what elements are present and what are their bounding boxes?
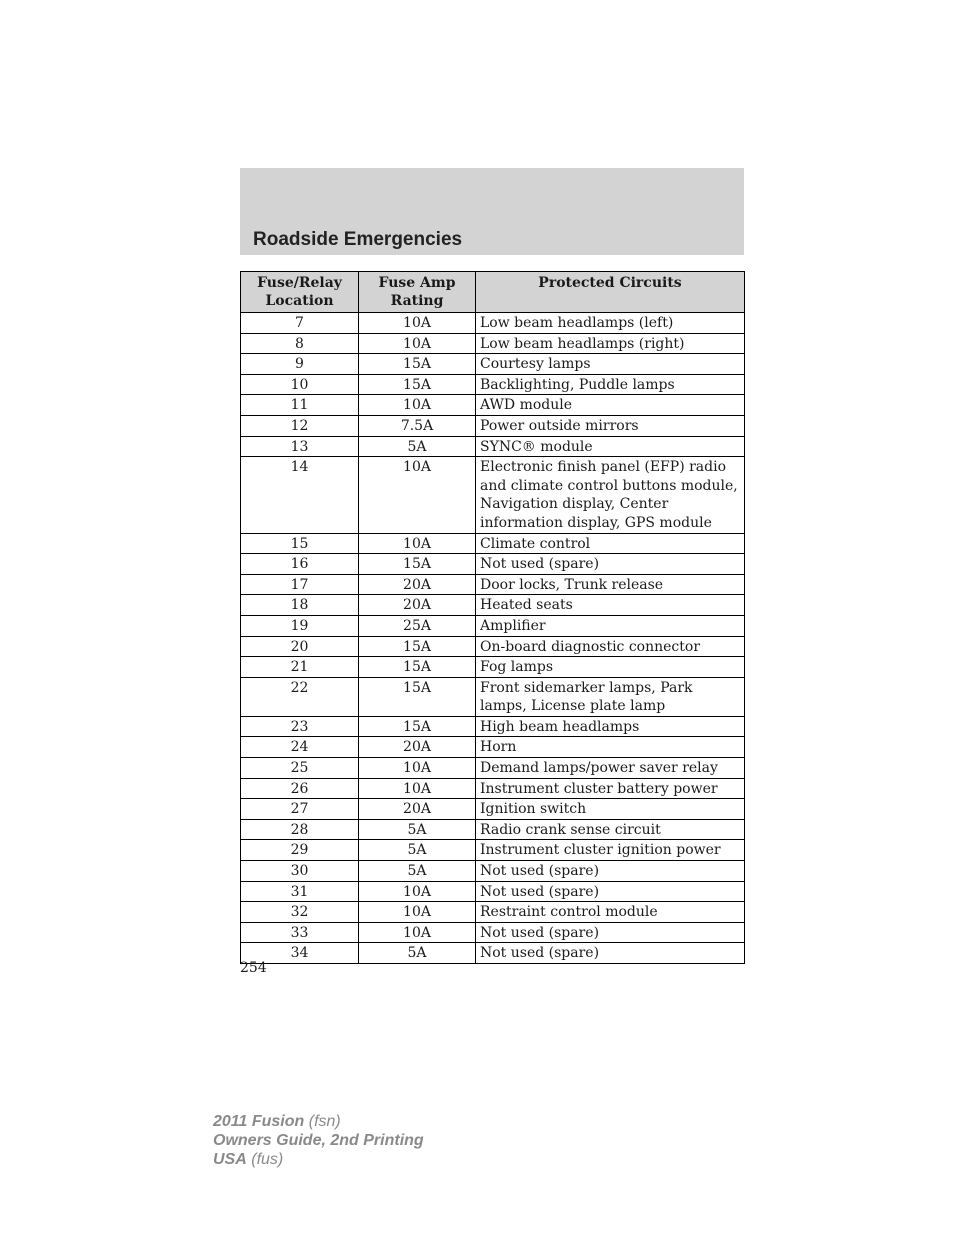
cell-rating: 10A — [359, 881, 476, 902]
header-circuits-label: Protected Circuits — [538, 275, 682, 291]
cell-rating: 10A — [359, 457, 476, 533]
cell-location: 18 — [241, 595, 359, 616]
cell-circuits: Instrument cluster battery power — [476, 778, 745, 799]
cell-circuits: Not used (spare) — [476, 943, 745, 964]
cell-rating: 5A — [359, 819, 476, 840]
cell-location: 25 — [241, 758, 359, 779]
table-row — [241, 677, 745, 716]
cell-rating: 10A — [359, 778, 476, 799]
table-row — [241, 595, 745, 616]
cell-location: 30 — [241, 861, 359, 882]
footer-model-code: (fsn) — [308, 1113, 341, 1130]
cell-rating: 10A — [359, 758, 476, 779]
table-row — [241, 881, 745, 902]
cell-circuits: Power outside mirrors — [476, 415, 745, 436]
cell-rating: 15A — [359, 657, 476, 678]
table-header-row — [241, 272, 745, 313]
cell-circuits: Amplifier — [476, 615, 745, 636]
cell-location: 31 — [241, 881, 359, 902]
table-row — [241, 922, 745, 943]
section-title: Roadside Emergencies — [253, 229, 463, 250]
table-row — [241, 574, 745, 595]
cell-location: 27 — [241, 799, 359, 820]
cell-circuits: Horn — [476, 737, 745, 758]
cell-circuits: Not used (spare) — [476, 554, 745, 575]
cell-circuits: Fog lamps — [476, 657, 745, 678]
table-row — [241, 778, 745, 799]
cell-circuits: AWD module — [476, 395, 745, 416]
cell-circuits: Not used (spare) — [476, 922, 745, 943]
cell-rating: 5A — [359, 943, 476, 964]
cell-circuits: High beam headlamps — [476, 716, 745, 737]
cell-rating: 10A — [359, 395, 476, 416]
table-row — [241, 819, 745, 840]
table-row — [241, 415, 745, 436]
cell-rating: 20A — [359, 574, 476, 595]
cell-rating: 15A — [359, 677, 476, 716]
cell-rating: 15A — [359, 354, 476, 375]
header-rating — [359, 272, 476, 313]
table-row — [241, 636, 745, 657]
cell-rating: 15A — [359, 636, 476, 657]
cell-rating: 5A — [359, 840, 476, 861]
fuse-table — [240, 271, 745, 964]
cell-location: 34 — [241, 943, 359, 964]
table-row — [241, 533, 745, 554]
cell-circuits: Backlighting, Puddle lamps — [476, 374, 745, 395]
cell-circuits: Demand lamps/power saver relay — [476, 758, 745, 779]
cell-circuits: Radio crank sense circuit — [476, 819, 745, 840]
footer-line-3 — [213, 1150, 424, 1169]
cell-location: 24 — [241, 737, 359, 758]
cell-circuits: Door locks, Trunk release — [476, 574, 745, 595]
table-row — [241, 354, 745, 375]
cell-rating: 10A — [359, 922, 476, 943]
cell-location: 15 — [241, 533, 359, 554]
cell-location: 23 — [241, 716, 359, 737]
table-row — [241, 554, 745, 575]
table-row — [241, 840, 745, 861]
cell-location: 32 — [241, 902, 359, 923]
cell-circuits: Ignition switch — [476, 799, 745, 820]
cell-rating: 5A — [359, 436, 476, 457]
cell-circuits: On-board diagnostic connector — [476, 636, 745, 657]
cell-location: 10 — [241, 374, 359, 395]
cell-rating: 20A — [359, 799, 476, 820]
cell-rating: 20A — [359, 737, 476, 758]
cell-rating: 7.5A — [359, 415, 476, 436]
cell-location: 16 — [241, 554, 359, 575]
footer-region: USA — [213, 1151, 247, 1168]
table-row — [241, 799, 745, 820]
header-location — [241, 272, 359, 313]
cell-rating: 10A — [359, 313, 476, 334]
table-row — [241, 716, 745, 737]
cell-location: 29 — [241, 840, 359, 861]
table-row — [241, 615, 745, 636]
cell-circuits: Not used (spare) — [476, 861, 745, 882]
cell-circuits: Low beam headlamps (left) — [476, 313, 745, 334]
section-header-band — [240, 168, 744, 255]
table-row — [241, 758, 745, 779]
cell-rating: 25A — [359, 615, 476, 636]
cell-rating: 10A — [359, 902, 476, 923]
footer-line-2 — [213, 1131, 424, 1150]
cell-location: 26 — [241, 778, 359, 799]
table-row — [241, 333, 745, 354]
table-row — [241, 943, 745, 964]
table-row — [241, 861, 745, 882]
cell-location: 7 — [241, 313, 359, 334]
table-row — [241, 313, 745, 334]
table-row — [241, 395, 745, 416]
cell-circuits: Climate control — [476, 533, 745, 554]
cell-rating: 10A — [359, 533, 476, 554]
cell-circuits: Instrument cluster ignition power — [476, 840, 745, 861]
table-row — [241, 436, 745, 457]
table-row — [241, 457, 745, 533]
table-row — [241, 737, 745, 758]
header-circuits — [476, 272, 745, 313]
cell-circuits: Electronic finish panel (EFP) radio and climate control buttons module, Navigation display, Center information display, GPS module — [476, 457, 745, 533]
footer-model: 2011 Fusion — [213, 1113, 305, 1130]
cell-circuits: Heated seats — [476, 595, 745, 616]
cell-rating: 20A — [359, 595, 476, 616]
cell-location: 28 — [241, 819, 359, 840]
cell-location: 33 — [241, 922, 359, 943]
cell-rating: 5A — [359, 861, 476, 882]
cell-rating: 15A — [359, 374, 476, 395]
table-row — [241, 374, 745, 395]
footer — [213, 1112, 424, 1169]
header-location-label: Fuse/Relay Location — [257, 275, 342, 309]
cell-location: 21 — [241, 657, 359, 678]
cell-location: 13 — [241, 436, 359, 457]
cell-location: 12 — [241, 415, 359, 436]
cell-location: 20 — [241, 636, 359, 657]
header-rating-label: Fuse Amp Rating — [378, 275, 456, 309]
cell-rating: 15A — [359, 716, 476, 737]
cell-location: 19 — [241, 615, 359, 636]
cell-location: 9 — [241, 354, 359, 375]
cell-location: 22 — [241, 677, 359, 716]
table-body — [241, 313, 745, 964]
cell-rating: 10A — [359, 333, 476, 354]
cell-circuits: Front sidemarker lamps, Park lamps, License plate lamp — [476, 677, 745, 716]
footer-guide: Owners Guide, 2nd Printing — [213, 1132, 424, 1149]
cell-circuits: Low beam headlamps (right) — [476, 333, 745, 354]
cell-circuits: SYNC® module — [476, 436, 745, 457]
cell-circuits: Not used (spare) — [476, 881, 745, 902]
table-row — [241, 657, 745, 678]
footer-region-code: (fus) — [251, 1151, 284, 1168]
cell-circuits: Courtesy lamps — [476, 354, 745, 375]
table-row — [241, 902, 745, 923]
cell-location: 11 — [241, 395, 359, 416]
cell-rating: 15A — [359, 554, 476, 575]
cell-location: 8 — [241, 333, 359, 354]
cell-circuits: Restraint control module — [476, 902, 745, 923]
footer-line-1 — [213, 1112, 424, 1131]
cell-location: 14 — [241, 457, 359, 533]
cell-location: 17 — [241, 574, 359, 595]
page-number: 254 — [240, 960, 267, 976]
